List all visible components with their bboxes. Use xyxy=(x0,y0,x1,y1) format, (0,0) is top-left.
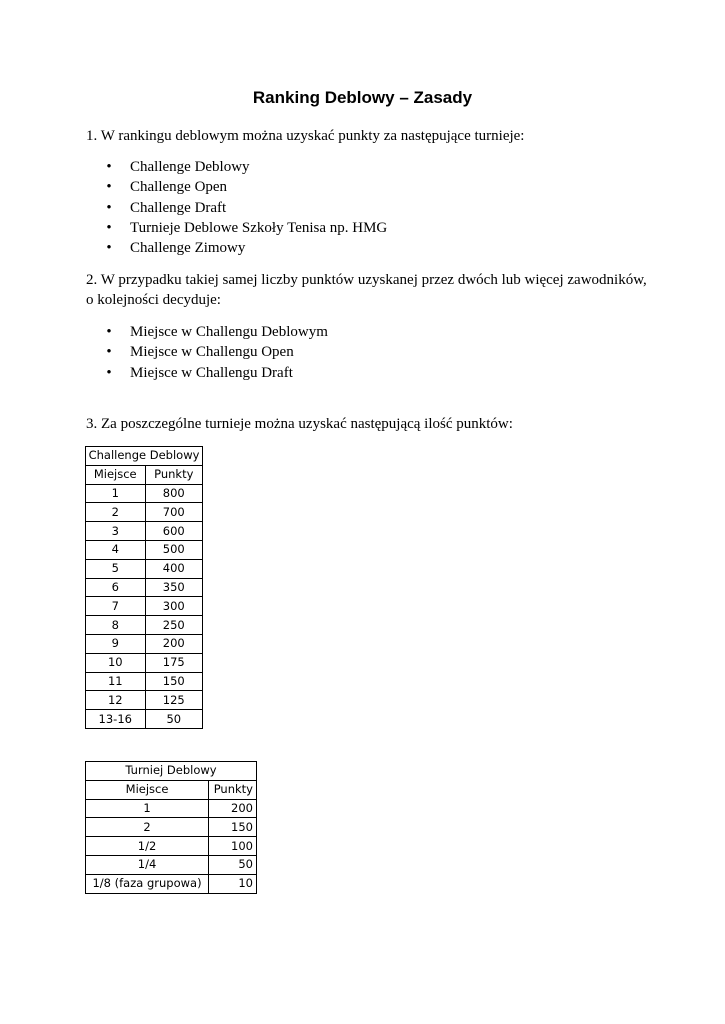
points-cell: 700 xyxy=(145,503,202,522)
table-row xyxy=(86,710,203,729)
table-row xyxy=(86,559,203,578)
column-header-miejsce: Miejsce xyxy=(86,780,209,799)
place-cell: 11 xyxy=(86,672,146,691)
points-cell: 800 xyxy=(145,484,202,503)
table-header-row xyxy=(86,465,203,484)
table-row xyxy=(86,578,203,597)
section-2-line-1: 2. W przypadku takiej samej liczby punktów uzyskanej przez dwóch lub więcej zawodników, xyxy=(86,272,647,288)
points-cell: 10 xyxy=(209,874,257,893)
section-2-text xyxy=(86,270,656,310)
table-row xyxy=(86,597,203,616)
bullet-icon: • xyxy=(106,199,112,216)
points-cell: 150 xyxy=(145,672,202,691)
place-cell: 7 xyxy=(86,597,146,616)
turniej-deblowy-table xyxy=(85,761,257,894)
table-header-row xyxy=(86,780,257,799)
points-cell: 200 xyxy=(145,634,202,653)
points-cell: 175 xyxy=(145,653,202,672)
column-header-punkty: Punkty xyxy=(209,780,257,799)
table-row xyxy=(86,874,257,893)
place-cell: 5 xyxy=(86,559,146,578)
list-item: • Challenge Deblowy xyxy=(104,157,387,177)
bullet-icon: • xyxy=(106,240,112,257)
place-cell: 2 xyxy=(86,818,209,837)
place-cell: 1 xyxy=(86,799,209,818)
column-header-miejsce: Miejsce xyxy=(86,465,146,484)
place-cell: 2 xyxy=(86,503,146,522)
table-row xyxy=(86,540,203,559)
table-row xyxy=(86,799,257,818)
section-2-list xyxy=(104,322,328,383)
table-title-row xyxy=(86,447,203,466)
points-cell: 125 xyxy=(145,691,202,710)
points-cell: 50 xyxy=(209,855,257,874)
section-3-text: 3. Za poszczególne turnieje można uzyskać następującą ilość punktów: xyxy=(86,416,513,432)
points-cell: 50 xyxy=(145,710,202,729)
table-row xyxy=(86,634,203,653)
bullet-icon: • xyxy=(106,219,112,236)
place-cell: 1/8 (faza grupowa) xyxy=(86,874,209,893)
table-row xyxy=(86,484,203,503)
place-cell: 9 xyxy=(86,634,146,653)
list-item: • Challenge Zimowy xyxy=(104,238,387,258)
table-row xyxy=(86,616,203,635)
bullet-icon: • xyxy=(106,179,112,196)
place-cell: 10 xyxy=(86,653,146,672)
place-cell: 6 xyxy=(86,578,146,597)
points-cell: 100 xyxy=(209,837,257,856)
bullet-icon: • xyxy=(106,159,112,175)
column-header-punkty: Punkty xyxy=(145,465,202,484)
table-row xyxy=(86,855,257,874)
place-cell: 1 xyxy=(86,484,146,503)
list-item: • Miejsce w Challengu Open xyxy=(104,342,328,362)
list-item: • Challenge Open xyxy=(104,177,387,197)
points-cell: 600 xyxy=(145,522,202,541)
points-cell: 300 xyxy=(145,597,202,616)
place-cell: 13-16 xyxy=(86,710,146,729)
place-cell: 3 xyxy=(86,522,146,541)
points-cell: 500 xyxy=(145,540,202,559)
challenge-deblowy-table xyxy=(85,446,203,729)
section-2-line-2: o kolejności decyduje: xyxy=(86,292,221,308)
points-cell: 350 xyxy=(145,578,202,597)
table-row xyxy=(86,691,203,710)
table-row xyxy=(86,522,203,541)
bullet-icon: • xyxy=(106,344,112,361)
bullet-icon: • xyxy=(106,364,112,381)
place-cell: 12 xyxy=(86,691,146,710)
table-row xyxy=(86,818,257,837)
table-row xyxy=(86,653,203,672)
table-row xyxy=(86,503,203,522)
table-row xyxy=(86,837,257,856)
list-item: • Miejsce w Challengu Deblowym xyxy=(104,322,328,342)
list-item: • Turnieje Deblowe Szkoły Tenisa np. HMG xyxy=(104,218,387,238)
document-title: Ranking Deblowy – Zasady xyxy=(252,88,473,107)
points-cell: 250 xyxy=(145,616,202,635)
list-item: • Miejsce w Challengu Draft xyxy=(104,363,328,383)
section-1-list xyxy=(104,157,387,258)
table-row xyxy=(86,672,203,691)
place-cell: 4 xyxy=(86,540,146,559)
points-cell: 400 xyxy=(145,559,202,578)
place-cell: 1/4 xyxy=(86,855,209,874)
table-title: Turniej Deblowy xyxy=(86,762,257,781)
bullet-icon: • xyxy=(106,324,112,340)
list-item: • Challenge Draft xyxy=(104,198,387,218)
section-1-text: 1. W rankingu deblowym można uzyskać punkty za następujące turnieje: xyxy=(86,128,525,144)
table-title: Challenge Deblowy xyxy=(86,447,203,466)
table-title-row xyxy=(86,762,257,781)
place-cell: 8 xyxy=(86,616,146,635)
points-cell: 200 xyxy=(209,799,257,818)
points-cell: 150 xyxy=(209,818,257,837)
place-cell: 1/2 xyxy=(86,837,209,856)
